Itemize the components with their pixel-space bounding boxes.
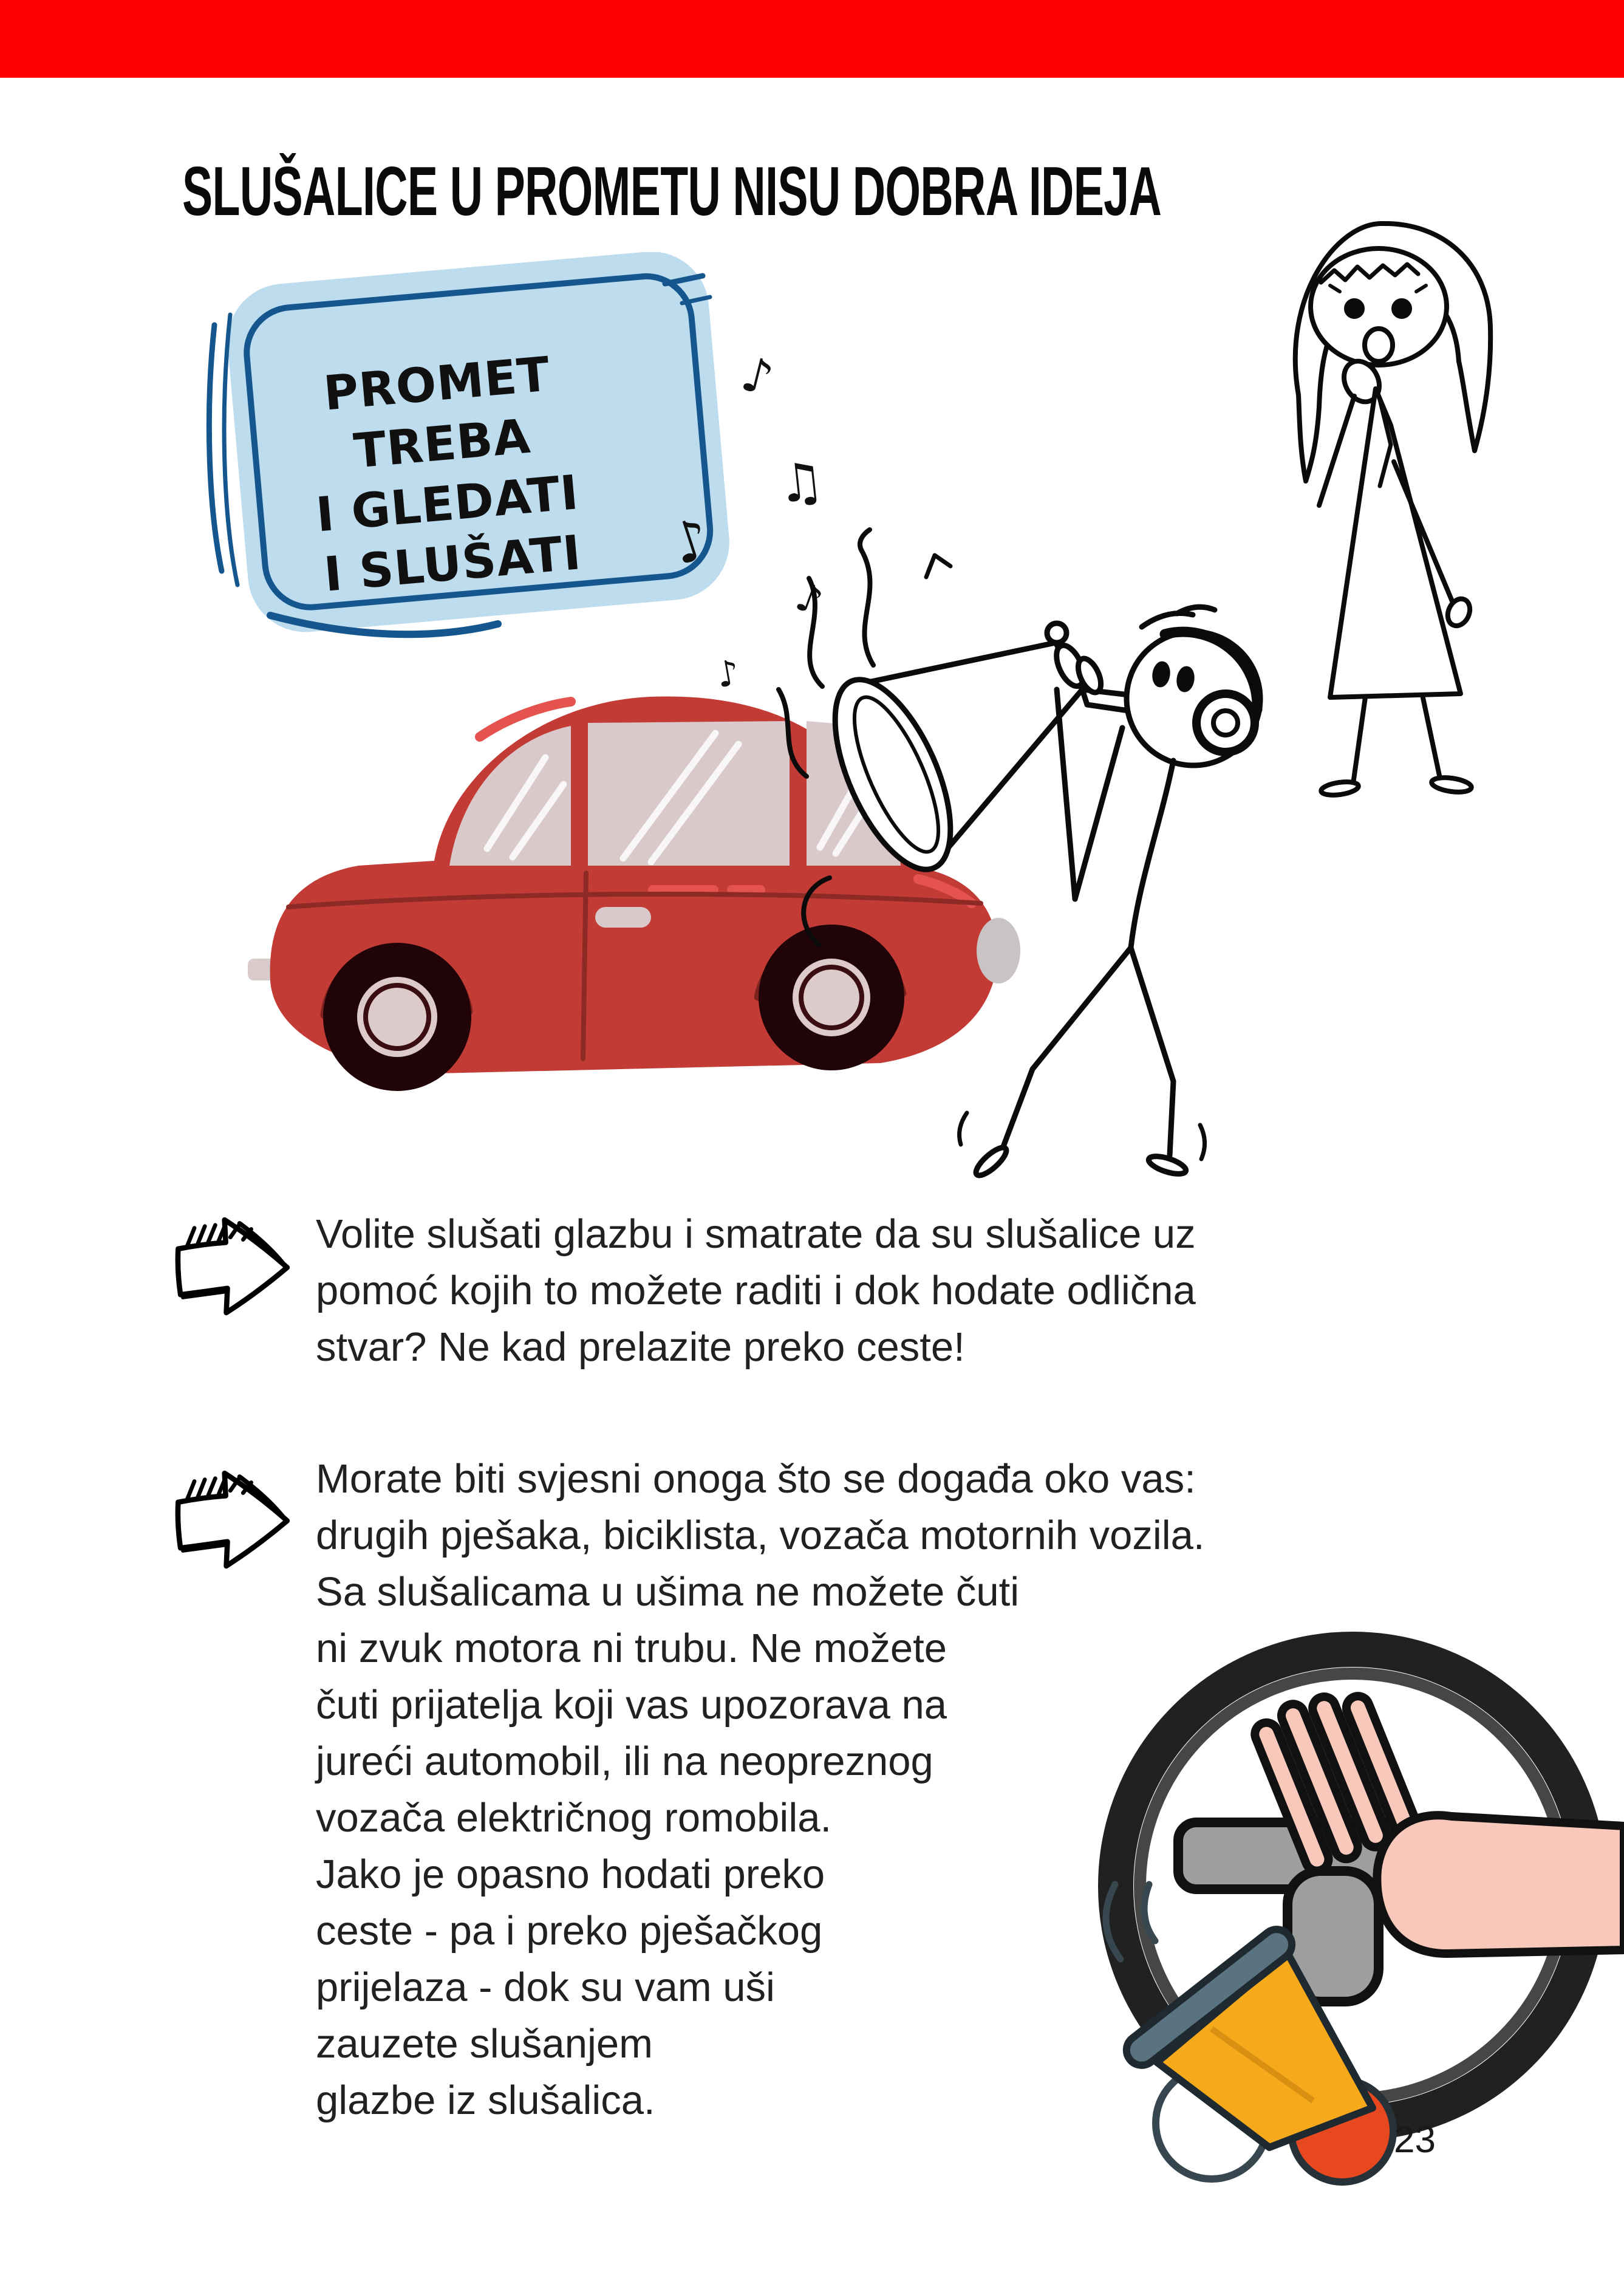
- page-number: 23: [1394, 2119, 1436, 2161]
- paragraph-line: drugih pješaka, biciklista, vozača motornih vozila.: [316, 1513, 1205, 1558]
- woman-right-hand: [1444, 595, 1474, 629]
- paragraph-line: ni zvuk motora ni trubu. Ne možete: [316, 1626, 947, 1671]
- paragraph-line: čuti prijatelja koji vas upozorava na: [316, 1682, 947, 1728]
- music-note-icon: ♪: [735, 346, 779, 407]
- paragraph-line: stvar? Ne kad prelazite preko ceste!: [316, 1324, 965, 1370]
- stick-figure-woman: [1263, 207, 1524, 838]
- paragraph-line: Jako je opasno hodati preko: [316, 1852, 825, 1897]
- paragraph-line: vozača električnog romobila.: [316, 1795, 832, 1841]
- car-wheel-front: [323, 943, 471, 1091]
- paragraph-line: ceste - pa i preko pješačkog: [316, 1908, 823, 1954]
- paragraph-line: prijelaza - dok su vam uši: [316, 1965, 775, 2010]
- speech-bubble-line: PROMET TREBA: [321, 347, 553, 479]
- woman-legs: [1320, 695, 1472, 797]
- paragraph-line: Sa slušalicama u ušima ne možete čuti: [316, 1569, 1020, 1615]
- woman-mouth: [1365, 329, 1393, 361]
- paragraph-line: jureći automobil, ili na neopreznog: [316, 1739, 933, 1784]
- top-red-bar: [0, 0, 1624, 78]
- woman-dress: [1330, 389, 1461, 697]
- car-door-handle: [595, 907, 651, 928]
- speech-bubble-line: I SLUŠATI: [322, 525, 584, 603]
- music-note-icon: ♪: [713, 651, 743, 696]
- paragraph-line: Volite slušati glazbu i smatrate da su slušalice uz: [316, 1211, 1196, 1257]
- paragraph-line: glazbe iz slušalica.: [316, 2078, 655, 2123]
- music-note-icon: ♪: [663, 505, 718, 578]
- paragraph-line: zauzete slušanjem: [316, 2021, 653, 2067]
- arrow-bullet-icon: [170, 1465, 298, 1575]
- paragraph-1: [316, 1206, 1196, 1375]
- horn-icon: [811, 623, 1143, 886]
- paragraph-line: Morate biti svjesni onoga što se događa oko vas:: [316, 1456, 1196, 1502]
- woman-left-arm: [1319, 396, 1354, 505]
- no-horn-sign-illustration: [1087, 1610, 1624, 2217]
- speech-bubble-text: [264, 340, 626, 609]
- paragraph-line: pomoć kojih to možete raditi i dok hodate odlična: [316, 1268, 1196, 1313]
- speech-bubble-line: I GLEDATI: [313, 465, 581, 543]
- arrow-bullet-icon: [170, 1212, 298, 1321]
- paragraph-2: [316, 1451, 1205, 2129]
- music-note-icon: ♫: [774, 450, 828, 516]
- music-note-icon: ♪: [790, 574, 829, 625]
- page-title-text: SLUŠALICE U PROMETU NISU DOBRA IDEJA: [182, 153, 1162, 230]
- stick-figure-headphones-horn: [771, 486, 1330, 1233]
